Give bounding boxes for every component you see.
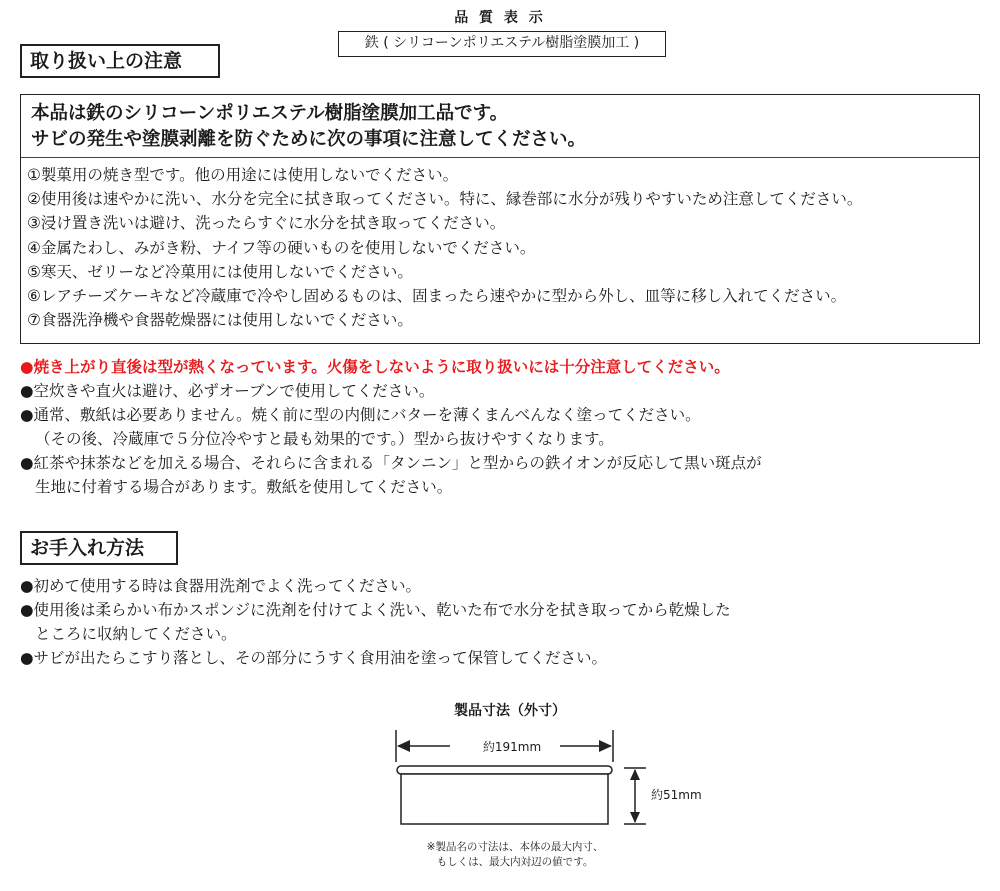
note-item-continued: 生地に付着する場合があります。敷紙を使用してください。: [35, 478, 453, 496]
note-item-continued: （その後、冷蔵庫で５分位冷やすと最も効果的です。）型から抜けやすくなります。: [35, 430, 614, 448]
rule-item: ④金属たわし、みがき粉、ナイフ等の硬いものを使用しないでください。: [27, 238, 536, 257]
handling-heading: 取り扱い上の注意: [20, 44, 220, 78]
notice-divider: [21, 157, 979, 158]
care-item: ●サビが出たらこすり落とし、その部分にうすく食用油を塗って保管してください。: [20, 649, 608, 667]
pan-rim: [397, 766, 612, 774]
material-box: 鉄 ( シリコーンポリエステル樹脂塗膜加工 ): [338, 31, 666, 57]
notice-intro: [31, 101, 586, 153]
quality-label-title: 品 質 表 示: [454, 10, 546, 26]
intro-line: 本品は鉄のシリコーンポリエステル樹脂塗膜加工品です。: [31, 103, 509, 124]
care-item-continued: ところに収納してください。: [35, 625, 237, 643]
rule-item: ⑥レアチーズケーキなど冷蔵庫で冷やし固めるものは、固まったら速やかに型から外し、皿等に移し入れてください。: [27, 287, 847, 306]
arrow-left-icon: [397, 740, 410, 752]
rule-item: ⑦食器洗浄機や食器乾燥器には使用しないでください。: [27, 311, 413, 330]
note-item: ●通常、敷紙は必要ありません。焼く前に型の内側にバターを薄くまんべんなく塗ってください。: [20, 406, 701, 424]
rule-item: ②使用後は速やかに洗い、水分を完全に拭き取ってください。特に、縁巻部に水分が残りやすいため注意してください。: [27, 190, 863, 209]
rule-item: ⑤寒天、ゼリーなど冷菓用には使用しないでください。: [27, 262, 413, 281]
note-item: ●紅茶や抹茶などを加える場合、それらに含まれる「タンニン」と型からの鉄イオンが反応して黒い斑点が: [20, 454, 762, 472]
heat-warning: ●焼き上がり直後は型が熱くなっています。火傷をしないように取り扱いには十分注意してください。: [20, 358, 730, 376]
rule-list: [27, 163, 862, 332]
care-heading: お手入れ方法: [20, 531, 178, 565]
rule-item: ①製菓用の焼き型です。他の用途には使用しないでください。: [27, 166, 459, 184]
width-label: 約191mm: [482, 740, 542, 754]
arrow-down-icon: [630, 812, 640, 823]
height-label: 約51mm: [651, 788, 702, 802]
care-item: ●使用後は柔らかい布かスポンジに洗剤を付けてよく洗い、乾いた布で水分を拭き取ってから乾燥した: [20, 601, 731, 619]
dimensions-footnote: [390, 840, 640, 870]
arrow-right-icon: [599, 740, 612, 752]
notice-box: [20, 94, 980, 344]
arrow-up-icon: [630, 769, 640, 780]
dimensions-title: 製品寸法（外寸）: [454, 703, 566, 719]
note-item: ●空炊きや直火は避け、必ずオーブンで使用してください。: [20, 382, 435, 400]
care-item: ●初めて使用する時は食器用洗剤でよく洗ってください。: [20, 577, 422, 595]
footnote-line: ※製品名の寸法は、本体の最大内寸、: [426, 841, 604, 853]
pan-body: [401, 774, 608, 824]
footnote-line: もしくは、最大内対辺の値です。: [436, 856, 594, 868]
intro-line: サビの発生や塗膜剥離を防ぐために次の事項に注意してください。: [31, 129, 587, 150]
rule-item: ③浸け置き洗いは避け、洗ったらすぐに水分を拭き取ってください。: [27, 214, 506, 233]
